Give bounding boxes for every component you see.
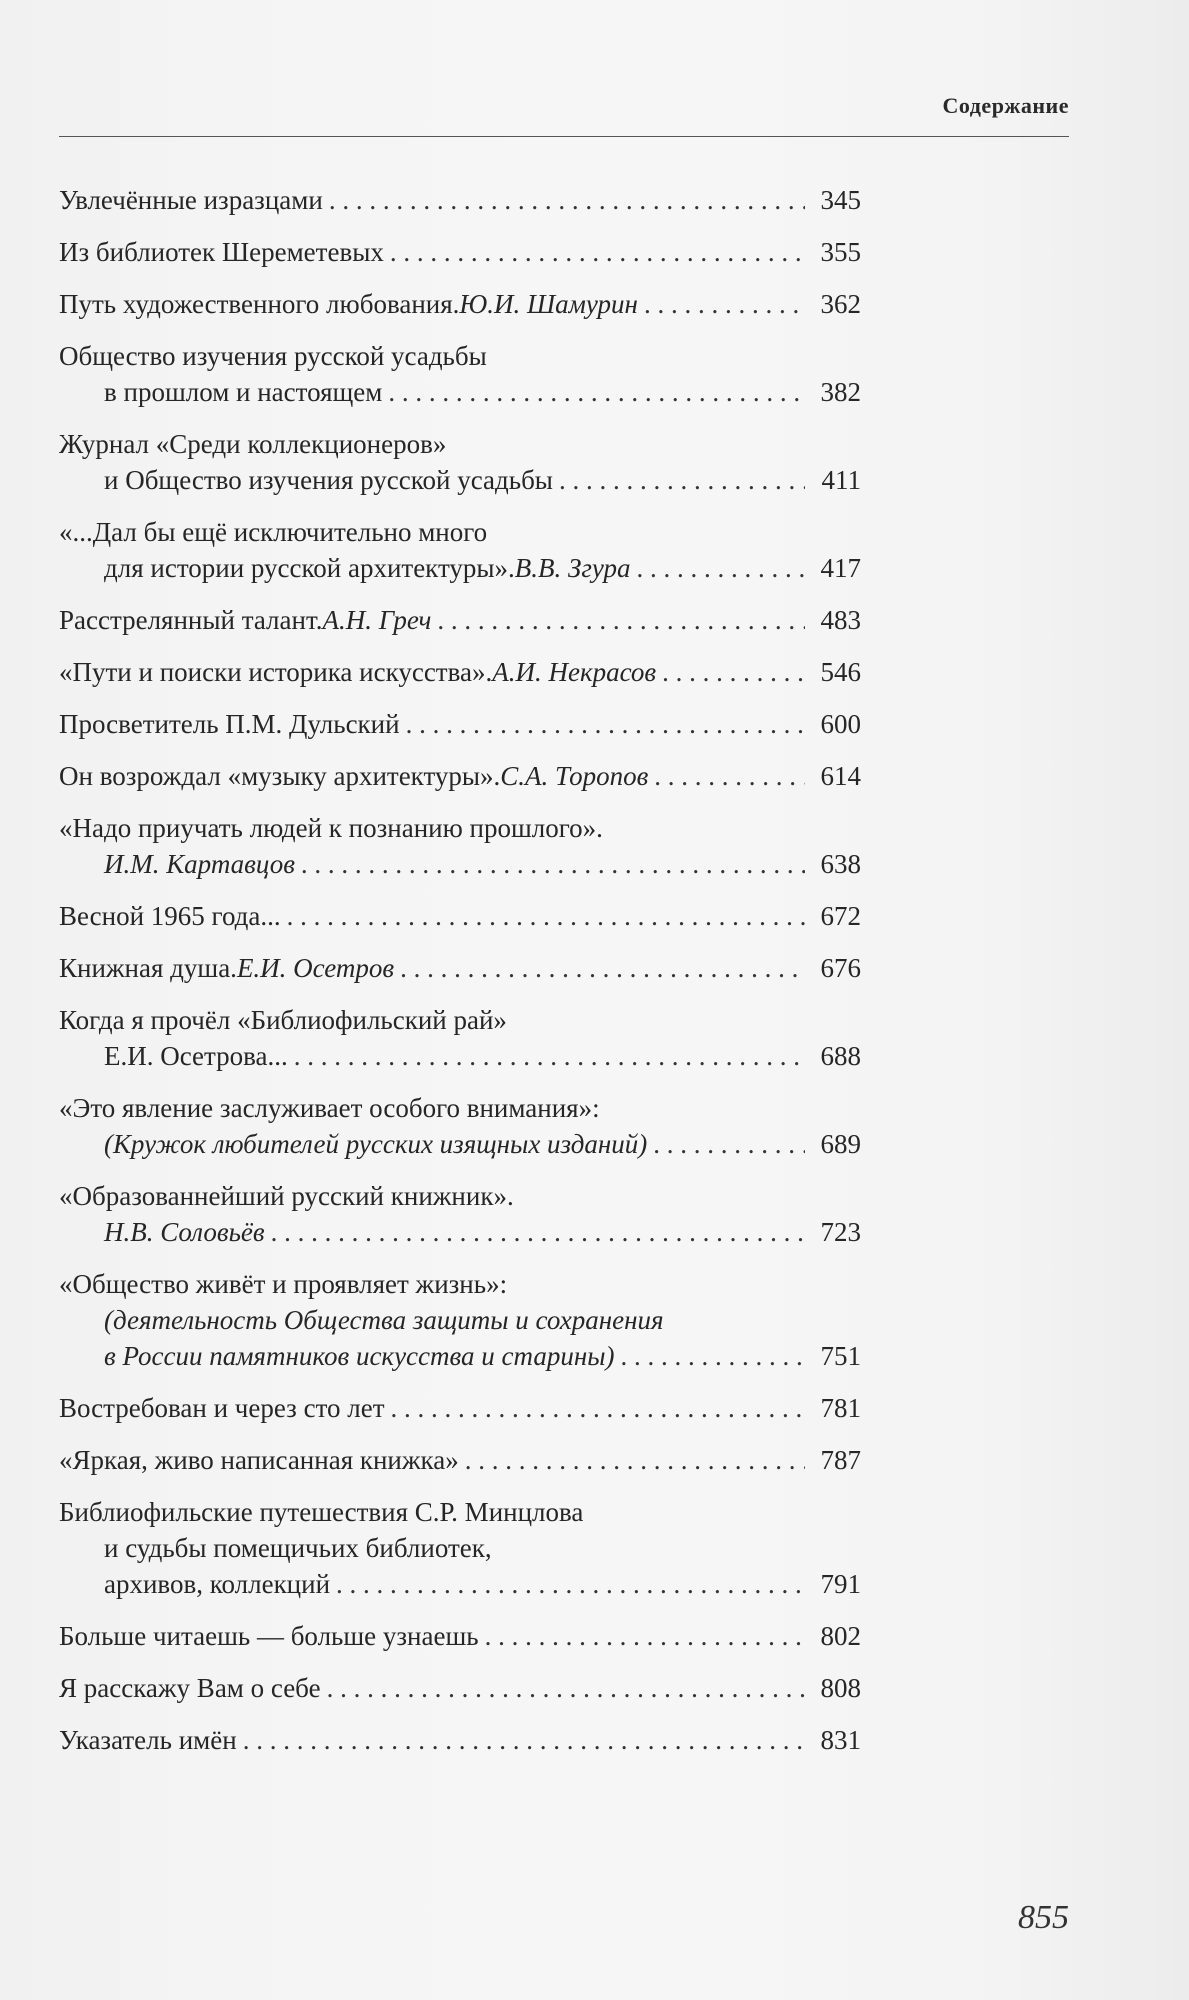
running-head: Содержание bbox=[942, 93, 1069, 118]
toc-entry-title: Я расскажу Вам о себе bbox=[59, 1673, 321, 1703]
dot-leader bbox=[388, 374, 805, 410]
toc-entry-line bbox=[59, 1002, 861, 1038]
toc-entry-author: А.И. Некрасов bbox=[492, 657, 657, 687]
toc-entry bbox=[59, 898, 861, 934]
toc-entry-title: в прошлом и настоящем bbox=[104, 377, 383, 407]
dot-leader bbox=[243, 1722, 805, 1758]
toc-page-number: 672 bbox=[820, 901, 861, 931]
toc-page-number: 787 bbox=[820, 1445, 861, 1475]
toc-entry-title: «Яркая, живо написанная книжка» bbox=[59, 1445, 459, 1475]
dot-leader bbox=[327, 1670, 805, 1706]
dot-leader bbox=[336, 1566, 805, 1602]
dot-leader bbox=[301, 846, 805, 882]
toc-entry-author: Ю.И. Шамурин bbox=[459, 289, 638, 319]
dot-leader bbox=[329, 182, 805, 218]
toc-page-number: 355 bbox=[820, 237, 861, 267]
toc-entry-title: Библиофильские путешествия С.Р. Минцлова bbox=[59, 1497, 584, 1527]
toc-entry-title: Востребован и через сто лет bbox=[59, 1393, 385, 1423]
dot-leader bbox=[294, 1038, 805, 1074]
toc-entry bbox=[59, 758, 861, 794]
toc-entry-line bbox=[59, 1618, 861, 1654]
toc-entry-line bbox=[59, 1302, 861, 1338]
toc-entry-author: (Кружок любителей русских изящных изданий) bbox=[104, 1129, 648, 1159]
toc-entry-author: И.М. Картавцов bbox=[104, 849, 295, 879]
toc-entry bbox=[59, 1722, 861, 1758]
toc-entry-title: и судьбы помещичьих библиотек, bbox=[104, 1533, 492, 1563]
toc-entry bbox=[59, 654, 861, 690]
toc-entry-title: Когда я прочёл «Библиофильский рай» bbox=[59, 1005, 507, 1035]
toc-entry-title: Увлечённые изразцами bbox=[59, 185, 323, 215]
toc-entry bbox=[59, 1670, 861, 1706]
toc-entry-title: Больше читаешь — больше узнаешь bbox=[59, 1621, 479, 1651]
dot-leader bbox=[271, 1214, 805, 1250]
dot-leader bbox=[559, 462, 805, 498]
toc-entry-line bbox=[59, 758, 861, 794]
toc-entry-title: для истории русской архитектуры». bbox=[104, 553, 515, 583]
toc-entry-line bbox=[59, 1338, 861, 1374]
toc-page-number: 802 bbox=[820, 1621, 861, 1651]
toc-entry-title: Путь художественного любования. bbox=[59, 289, 460, 319]
toc-entry-author: Н.В. Соловьёв bbox=[104, 1217, 265, 1247]
toc-entry bbox=[59, 1618, 861, 1654]
toc-entry-line bbox=[59, 234, 861, 270]
toc-entry-line bbox=[59, 898, 861, 934]
toc-entry bbox=[59, 338, 861, 410]
toc-page-number: 411 bbox=[821, 465, 861, 495]
toc-page-number: 751 bbox=[820, 1341, 861, 1371]
toc-entry-line bbox=[59, 846, 861, 882]
dot-leader bbox=[406, 706, 805, 742]
toc-page-number: 417 bbox=[820, 553, 861, 583]
toc-entry bbox=[59, 1442, 861, 1478]
toc-entry bbox=[59, 1390, 861, 1426]
toc-entry bbox=[59, 810, 861, 882]
toc-entry-title: «Общество живёт и проявляет жизнь»: bbox=[59, 1269, 508, 1299]
toc-entry-title: Из библиотек Шереметевых bbox=[59, 237, 384, 267]
toc-entry-title: «...Дал бы ещё исключительно много bbox=[59, 517, 488, 547]
dot-leader bbox=[390, 234, 805, 270]
toc-entry bbox=[59, 602, 861, 638]
toc-entry-line bbox=[59, 1126, 861, 1162]
toc-entry-line bbox=[59, 182, 861, 218]
toc-entry-line bbox=[59, 1442, 861, 1478]
toc-entry bbox=[59, 1494, 861, 1602]
toc-page-number: 781 bbox=[820, 1393, 861, 1423]
dot-leader bbox=[644, 286, 805, 322]
toc-entry-title: Весной 1965 года... bbox=[59, 901, 281, 931]
toc-entry-line bbox=[59, 706, 861, 742]
toc-entry-line bbox=[59, 1090, 861, 1126]
toc-page-number: 676 bbox=[820, 953, 861, 983]
toc-entry-line bbox=[59, 654, 861, 690]
toc-page-number: 723 bbox=[820, 1217, 861, 1247]
toc-entry-title: Он возрождал «музыку архитектуры». bbox=[59, 761, 501, 791]
toc-entry-author: Е.И. Осетров bbox=[236, 953, 395, 983]
toc-entry-line bbox=[59, 374, 861, 410]
toc-entry-line bbox=[59, 1566, 861, 1602]
toc-entry-title: Журнал «Среди коллекционеров» bbox=[59, 429, 447, 459]
toc-entry bbox=[59, 1090, 861, 1162]
toc-page-number: 362 bbox=[820, 289, 861, 319]
toc-entry bbox=[59, 1266, 861, 1374]
dot-leader bbox=[662, 654, 805, 690]
toc-entry-title: «Пути и поиски историка искусства». bbox=[59, 657, 493, 687]
toc-entry-title: Расстрелянный талант. bbox=[59, 605, 323, 635]
toc-entry-title: Указатель имён bbox=[59, 1725, 237, 1755]
toc-page-number: 345 bbox=[820, 185, 861, 215]
toc-entry-title: Просветитель П.М. Дульский bbox=[59, 709, 400, 739]
toc-entry-title: архивов, коллекций bbox=[104, 1569, 331, 1599]
toc-entry-title: и Общество изучения русской усадьбы bbox=[104, 465, 553, 495]
toc-entry-title: Е.И. Осетрова... bbox=[104, 1041, 288, 1071]
dot-leader bbox=[653, 1126, 805, 1162]
toc-entry-line bbox=[59, 1214, 861, 1250]
toc-page-number: 382 bbox=[820, 377, 861, 407]
dot-leader bbox=[437, 602, 805, 638]
toc-page-number: 483 bbox=[820, 605, 861, 635]
toc-entry-line bbox=[59, 602, 861, 638]
toc-entry-line bbox=[59, 1178, 861, 1214]
toc-entry bbox=[59, 286, 861, 322]
toc-entry-line bbox=[59, 1670, 861, 1706]
toc-page-number: 791 bbox=[820, 1569, 861, 1599]
toc-entry bbox=[59, 706, 861, 742]
toc-entry-line bbox=[59, 1530, 861, 1566]
toc-page-number: 831 bbox=[820, 1725, 861, 1755]
toc-entry-line bbox=[59, 1038, 861, 1074]
toc-entry-title: «Образованнейший русский книжник». bbox=[59, 1181, 514, 1211]
toc-entry-line bbox=[59, 950, 861, 986]
toc-entry-author: в России памятников искусства и старины) bbox=[104, 1341, 615, 1371]
dot-leader bbox=[287, 898, 805, 934]
toc-page-number: 546 bbox=[820, 657, 861, 687]
toc-entry-line bbox=[59, 426, 861, 462]
toc-entry bbox=[59, 950, 861, 986]
dot-leader bbox=[637, 550, 805, 586]
toc-entry-title: Книжная душа. bbox=[59, 953, 237, 983]
dot-leader bbox=[485, 1618, 805, 1654]
toc-page-number: 600 bbox=[820, 709, 861, 739]
toc-page-number: 689 bbox=[820, 1129, 861, 1159]
toc-entry-author: В.В. Згура bbox=[514, 553, 631, 583]
page-number: 855 bbox=[1018, 1899, 1069, 1936]
toc-entry bbox=[59, 426, 861, 498]
toc-entry-title: «Это явление заслуживает особого внимания»: bbox=[59, 1093, 600, 1123]
header-rule bbox=[59, 136, 1069, 137]
toc-entry bbox=[59, 234, 861, 270]
toc-page-number: 638 bbox=[820, 849, 861, 879]
toc-entry-line bbox=[59, 338, 861, 374]
toc-entry bbox=[59, 1002, 861, 1074]
toc-entry-line bbox=[59, 462, 861, 498]
toc-entry-line bbox=[59, 1390, 861, 1426]
toc-entry-line bbox=[59, 1494, 861, 1530]
table-of-contents bbox=[59, 182, 861, 1774]
toc-page-number: 808 bbox=[820, 1673, 861, 1703]
toc-entry bbox=[59, 1178, 861, 1250]
dot-leader bbox=[465, 1442, 805, 1478]
toc-entry-title: Общество изучения русской усадьбы bbox=[59, 341, 487, 371]
toc-entry bbox=[59, 182, 861, 218]
toc-page-number: 688 bbox=[820, 1041, 861, 1071]
toc-entry-line bbox=[59, 514, 861, 550]
dot-leader bbox=[391, 1390, 805, 1426]
toc-entry-author: (деятельность Общества защиты и сохранения bbox=[104, 1305, 664, 1335]
dot-leader bbox=[400, 950, 805, 986]
toc-entry-line bbox=[59, 810, 861, 846]
dot-leader bbox=[654, 758, 805, 794]
toc-entry-line bbox=[59, 286, 861, 322]
toc-entry-line bbox=[59, 550, 861, 586]
toc-entry bbox=[59, 514, 861, 586]
dot-leader bbox=[621, 1338, 805, 1374]
toc-entry-author: С.А. Торопов bbox=[500, 761, 649, 791]
toc-entry-line bbox=[59, 1266, 861, 1302]
toc-entry-title: «Надо приучать людей к познанию прошлого». bbox=[59, 813, 603, 843]
toc-entry-line bbox=[59, 1722, 861, 1758]
toc-entry-author: А.Н. Греч bbox=[322, 605, 432, 635]
toc-page-number: 614 bbox=[820, 761, 861, 791]
